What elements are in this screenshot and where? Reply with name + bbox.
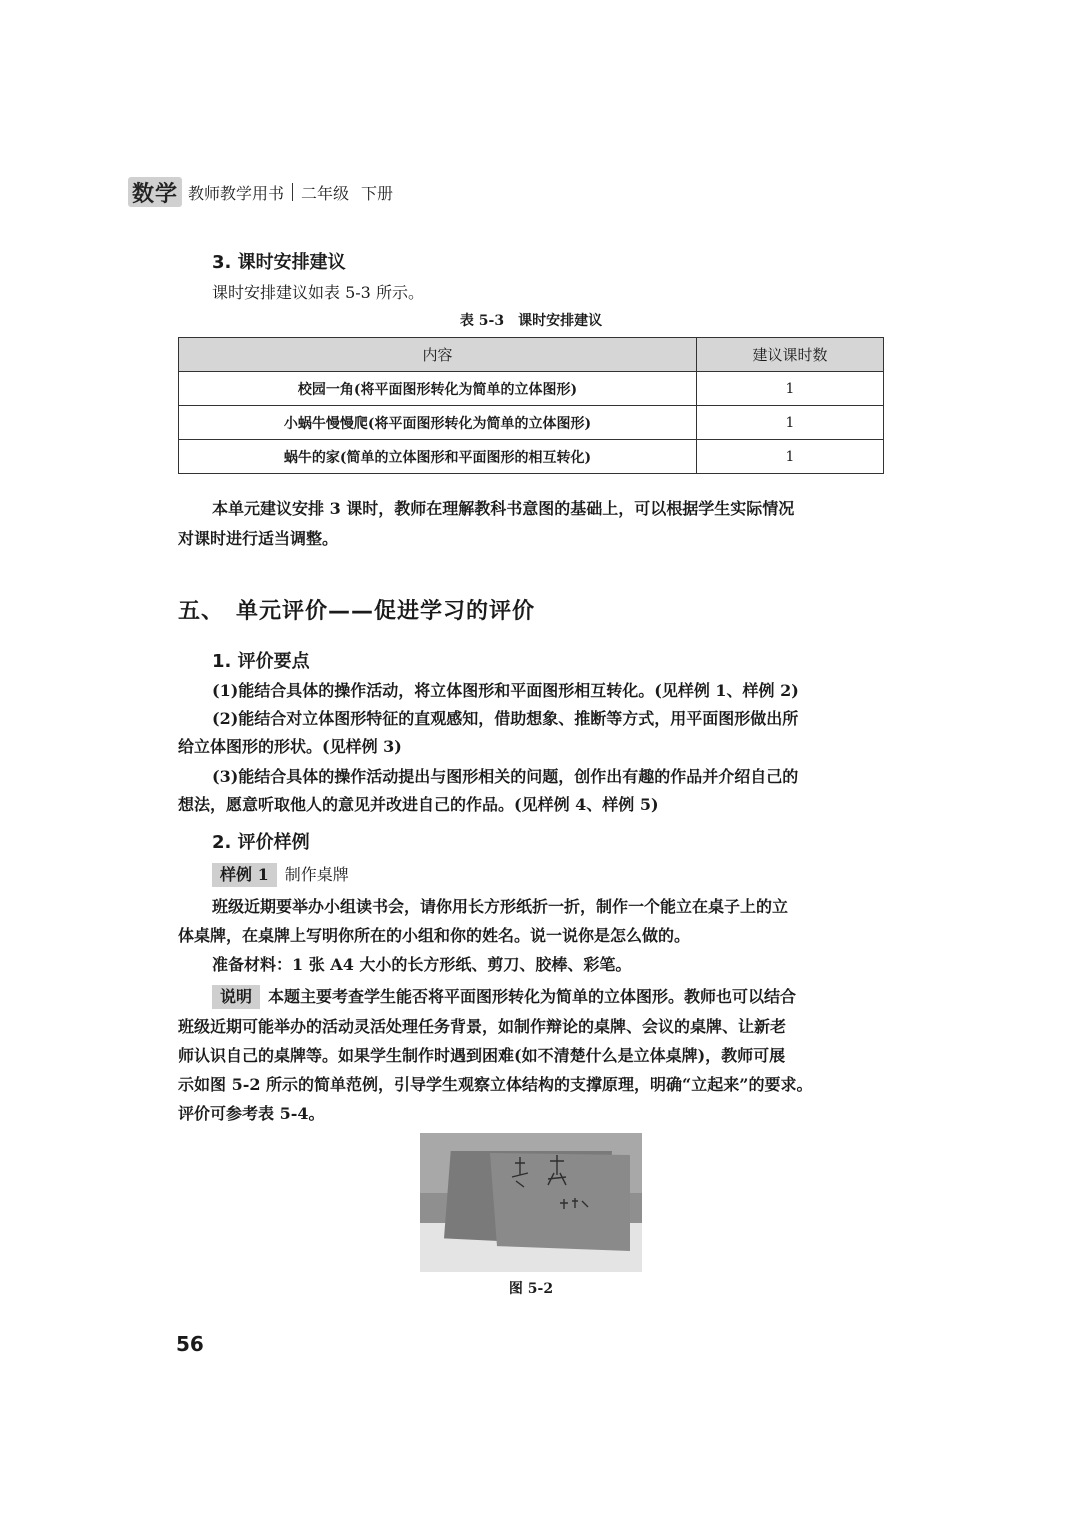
table-caption: 表 5-3 课时安排建议 bbox=[459, 313, 603, 329]
table-cell-hours: 1 bbox=[697, 372, 884, 406]
sample-tag: 样例 1 bbox=[212, 863, 277, 887]
table-cell-content: 校园一角(将平面图形转化为简单的立体图形) bbox=[179, 372, 697, 406]
criteria-item: (1)能结合具体的操作活动，将立体图形和平面图形相互转化。(见样例 1、样例 2) bbox=[212, 681, 799, 700]
sample-materials: 准备材料：1 张 A4 大小的长方形纸、剪刀、胶棒、彩笔。 bbox=[212, 955, 632, 974]
note-line: 师认识自己的桌牌等。如果学生制作时遇到困难(如不清楚什么是立体桌牌)，教师可展 bbox=[178, 1046, 786, 1065]
note-tag: 说明 bbox=[212, 985, 260, 1009]
table-cell-content: 蜗牛的家(简单的立体图形和平面图形的相互转化) bbox=[179, 440, 697, 474]
table-cell-hours: 1 bbox=[697, 406, 884, 440]
book-logo: 数学 bbox=[128, 177, 182, 207]
running-header bbox=[128, 176, 393, 208]
note-line: 评价可参考表 5-4。 bbox=[178, 1104, 325, 1123]
table-header-hours: 建议课时数 bbox=[697, 338, 884, 372]
sample-task-line: 班级近期要举办小组读书会，请你用长方形纸折一折，制作一个能立在桌子上的立 bbox=[212, 897, 789, 916]
table-tent-photo bbox=[420, 1133, 642, 1272]
table-row bbox=[179, 406, 884, 440]
figure-caption: 图 5-2 bbox=[508, 1281, 554, 1297]
sample-title: 制作桌牌 bbox=[284, 865, 349, 884]
section-3-heading: 3. 课时安排建议 bbox=[212, 252, 346, 273]
paragraph-line: 本单元建议安排 3 课时，教师在理解教科书意图的基础上，可以根据学生实际情况 bbox=[212, 499, 795, 518]
page-number: 56 bbox=[176, 1332, 204, 1356]
criteria-item: 想法，愿意听取他人的意见并改进自己的作品。(见样例 4、样例 5) bbox=[178, 795, 659, 814]
criteria-item: 给立体图形的形状。(见样例 3) bbox=[178, 737, 402, 756]
sample-task-line: 体桌牌，在桌牌上写明你所在的小组和你的姓名。说一说你是怎么做的。 bbox=[178, 926, 691, 945]
table-row bbox=[179, 372, 884, 406]
note-line: 示如图 5-2 所示的简单范例，引导学生观察立体结构的支撑原理，明确“立起来”的要求。 bbox=[178, 1075, 813, 1094]
table-cell-content: 小蜗牛慢慢爬(将平面图形转化为简单的立体图形) bbox=[179, 406, 697, 440]
subsection-2-heading: 2. 评价样例 bbox=[212, 832, 310, 853]
note-line bbox=[212, 982, 796, 1012]
table-header-row bbox=[179, 338, 884, 372]
header-divider bbox=[292, 183, 293, 201]
book-volume: 下册 bbox=[361, 183, 394, 203]
criteria-item: (3)能结合具体的操作活动提出与图形相关的问题，创作出有趣的作品并介绍自己的 bbox=[212, 767, 799, 786]
lesson-schedule-table bbox=[178, 337, 884, 474]
handwriting-strokes bbox=[420, 1133, 642, 1272]
book-grade: 二年级 bbox=[301, 183, 350, 203]
subsection-1-heading: 1. 评价要点 bbox=[212, 651, 310, 672]
paragraph-line: 对课时进行适当调整。 bbox=[178, 529, 339, 548]
note-line: 班级近期可能举办的活动灵活处理任务背景，如制作辩论的桌牌、会议的桌牌、让新老 bbox=[178, 1017, 787, 1036]
sample-1-heading bbox=[212, 860, 349, 890]
section-3-intro: 课时安排建议如表 5-3 所示。 bbox=[212, 283, 424, 302]
table-header-content: 内容 bbox=[179, 338, 697, 372]
book-title: 教师教学用书 bbox=[188, 183, 285, 203]
table-cell-hours: 1 bbox=[697, 440, 884, 474]
section-5-title: 五、 单元评价——促进学习的评价 bbox=[178, 599, 536, 624]
note-text: 本题主要考查学生能否将平面图形转化为简单的立体图形。教师也可以结合 bbox=[268, 987, 797, 1006]
table-row bbox=[179, 440, 884, 474]
criteria-item: (2)能结合对立体图形特征的直观感知，借助想象、推断等方式，用平面图形做出所 bbox=[212, 709, 799, 728]
